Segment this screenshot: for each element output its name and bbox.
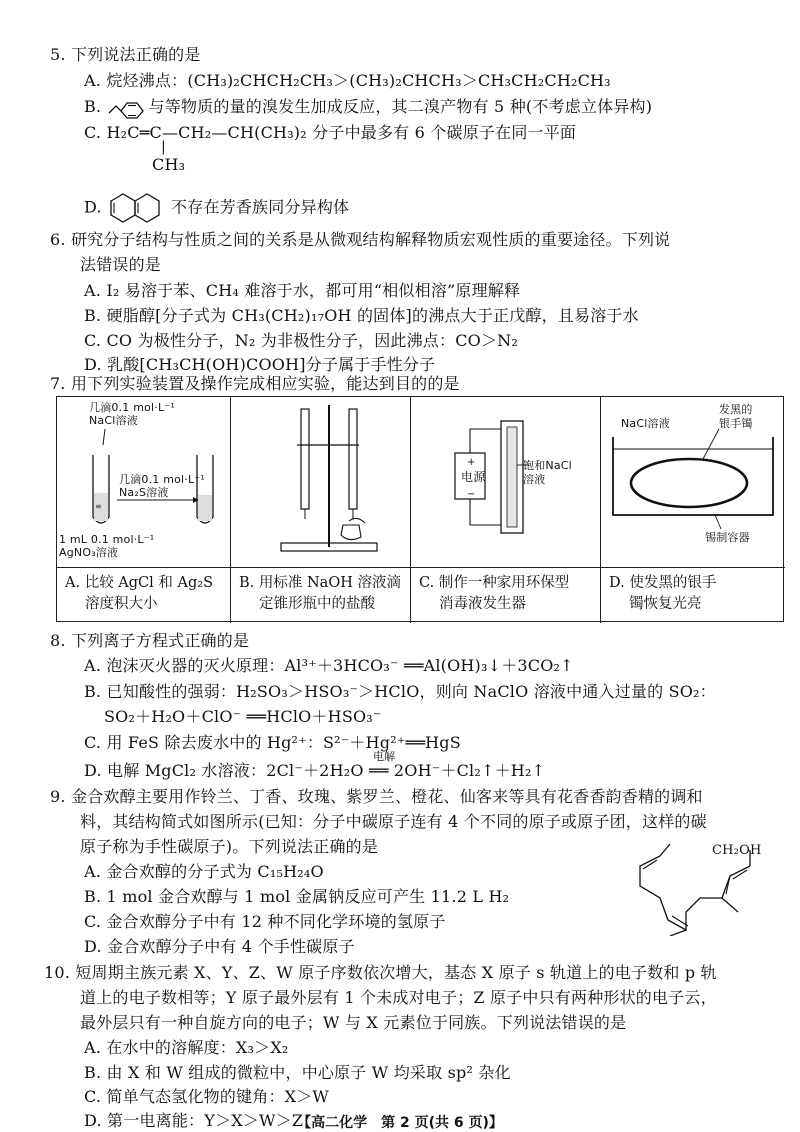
q7-figure-b [231,397,411,567]
q10-stem-line3: 最外层只有一种自旋方向的电子；W 与 X 元素位于同族。下列说法错误的是 [80,1013,627,1032]
q7-a-test-tubes-drawing [57,397,231,567]
q9-stem-line2: 料，其结构简式如图所示(已知：分子中碳原子连有 4 个不同的原子或原子团，这样的碳 [80,812,707,831]
q5-option-c-formula: H₂C═C—CH₂—CH(CH₃)₂ [106,123,307,142]
q6-option-b: B. 硬脂醇[分子式为 CH₃(CH₂)₁₇OH 的固体]的沸点大于正戊醇，且易溶于水 [84,306,639,325]
q9-option-d: D. 金合欢醇分子中有 4 个手性碳原子 [84,937,355,956]
q8-option-c: C. 用 FeS 除去废水中的 Hg²⁺：S²⁻＋Hg²⁺══HgS [84,733,461,752]
svg-text:+: + [467,457,476,468]
q7-caption-d [601,567,785,623]
q7-apparatus-table [56,396,784,622]
q5-option-c [84,122,576,144]
q5-option-c-label: C. [84,123,102,142]
q7-caption-a [57,567,231,623]
q7-figure-a [57,397,231,567]
q7-caption-d-line2: 镯恢复光亮 [629,596,702,612]
q5-stem: 5. 下列说法正确的是 [50,45,201,64]
q7-caption-b-line1: B. 用标准 NaOH 溶液滴 [239,575,401,591]
q7-a-reagent1-name: NaCl溶液 [89,414,138,427]
q8-option-d-left: D. 电解 MgCl₂ 水溶液：2Cl⁻＋2H₂O [84,761,364,780]
q5-option-d [84,191,349,225]
q10-option-c: C. 简单气态氢化物的键角：X＞W [84,1087,330,1106]
q7-d-container-drawing [601,397,785,567]
q10-option-a: A. 在水中的溶解度：X₃＞X₂ [84,1038,289,1057]
q9-option-a: A. 金合欢醇的分子式为 C₁₅H₂₄O [84,862,324,881]
q9-stem-line1: 9. 金合欢醇主要用作铃兰、丁香、玫瑰、紫罗兰、橙花、仙客来等具有花香香韵香精的调和 [50,787,703,806]
q9-structure-label: CH₂OH [712,843,762,858]
q5-option-d-label: D. [84,197,102,217]
q5-c-branch-methyl: CH₃ [152,155,186,174]
q5-option-a: A. 烷烃沸点：(CH₃)₂CHCH₂CH₃＞(CH₃)₂CHCH₃＞CH₃CH₂CH₂CH₃ [84,71,611,90]
q7-c-solution-label-1: 饱和NaCl [523,459,572,472]
q6-option-c: C. CO 为极性分子，N₂ 为非极性分子，因此沸点：CO＞N₂ [84,331,518,350]
q6-option-a: A. I₂ 易溶于苯、CH₄ 难溶于水，都可用“相似相溶”原理解释 [84,281,521,300]
q7-a-reagent3-conc: 1 mL 0.1 mol·L⁻¹ [59,533,155,546]
q10-stem-line2: 道上的电子数相等；Y 原子最外层有 1 个未成对电子；Z 原子中只有两种形状的电子云， [80,988,717,1007]
q8-option-d [84,750,546,782]
q7-d-bracelet-label-1: 发黑的 [719,403,753,416]
q8-option-d-right: 2OH⁻＋Cl₂↑＋H₂↑ [393,761,546,780]
svg-text:−: − [467,489,476,500]
q10-option-d: D. 第一电离能：Y＞X＞W＞Z [84,1111,304,1130]
q8-option-b-line1: B. 已知酸性的强弱：H₂SO₃＞HSO₃⁻＞HClO，则向 NaClO 溶液中通入过量的 SO₂： [84,682,716,701]
q7-caption-a-line2: 溶度积大小 [85,596,158,612]
svg-text:≡: ≡ [95,502,102,511]
q9-option-c: C. 金合欢醇分子中有 12 种不同化学环境的氢原子 [84,912,446,931]
q8-option-a: A. 泡沫灭火器的灭火原理：Al³⁺＋3HCO₃⁻ ══Al(OH)₃↓＋3CO₂↑ [84,656,574,675]
q5-option-d-text: 不存在芳香族同分异构体 [171,197,350,217]
q6-option-d: D. 乳酸[CH₃CH(OH)COOH]分子属于手性分子 [84,355,436,374]
q7-figure-c [411,397,601,567]
q7-caption-c-line1: C. 制作一种家用环保型 [419,575,570,591]
page-footer: 【高二化学 第 2 页(共 6 页)】 [297,1115,503,1131]
q10-stem-line1: 10. 短周期主族元素 X、Y、Z、W 原子序数依次增大，基态 X 原子 s 轨道上的电子数和 p 轨 [44,963,717,982]
q6-stem-line2: 法错误的是 [80,255,162,274]
q5-option-b-label: B. [84,97,102,116]
q7-caption-a-line1: A. 比较 AgCl 和 Ag₂S [65,575,214,591]
q6-stem-line1: 6. 研究分子结构与性质之间的关系是从微观结构解释物质宏观性质的重要途径。下列说 [50,230,671,249]
q7-caption-b [231,567,411,623]
q5-diene-structure-icon [107,97,149,119]
q7-a-reagent1-conc: 几滴0.1 mol·L⁻¹ [89,401,175,414]
q7-caption-d-line1: D. 使发黑的银手 [609,575,717,591]
q7-c-electrolysis-drawing [411,397,601,567]
q5-naphthalene-structure-icon [107,191,171,225]
q7-b-titration-drawing [231,397,411,567]
q5-c-branch-bond: | [161,139,166,155]
q7-a-reagent3-name: AgNO₃溶液 [59,546,119,559]
q7-d-container-label: 锡制容器 [705,531,750,544]
q8-option-b-line2: SO₂＋H₂O＋ClO⁻ ══HClO＋HSO₃⁻ [104,707,382,726]
q5-option-b [84,96,652,119]
q7-c-power-label: 电源 [461,470,486,484]
q7-d-solution-label: NaCl溶液 [621,417,670,430]
q7-a-reagent2-conc: 几滴0.1 mol·L⁻¹ [119,473,205,486]
q8-stem: 8. 下列离子方程式正确的是 [50,631,250,650]
q7-stem: 7. 用下列实验装置及操作完成相应实验，能达到目的的是 [50,374,460,393]
q7-d-bracelet-label-2: 银手镯 [719,417,753,430]
q9-stem-line3: 原子称为手性碳原子)。下列说法正确的是 [80,837,379,856]
q7-caption-c [411,567,601,623]
q10-option-b: B. 由 X 和 W 组成的微粒中，中心原子 W 均采取 sp² 杂化 [84,1063,511,1082]
q7-a-reagent2-name: Na₂S溶液 [119,486,169,499]
q5-option-b-text: 与等物质的量的溴发生加成反应，其二溴产物有 5 种(不考虑立体异构) [148,97,653,116]
q7-caption-b-line2: 定锥形瓶中的盐酸 [259,596,375,612]
q9-option-b: B. 1 mol 金合欢醇与 1 mol 金属钠反应可产生 11.2 L H₂ [84,887,510,906]
q7-caption-c-line2: 消毒液发生器 [439,596,526,612]
q8-option-d-condition: 电解 [372,750,396,763]
q5-option-c-text: 分子中最多有 6 个碳原子在同一平面 [312,123,577,142]
q7-c-solution-label-2: 溶液 [523,473,546,486]
q8-option-d-equals: 电解 ══ [369,760,389,782]
q7-figure-d [601,397,785,567]
